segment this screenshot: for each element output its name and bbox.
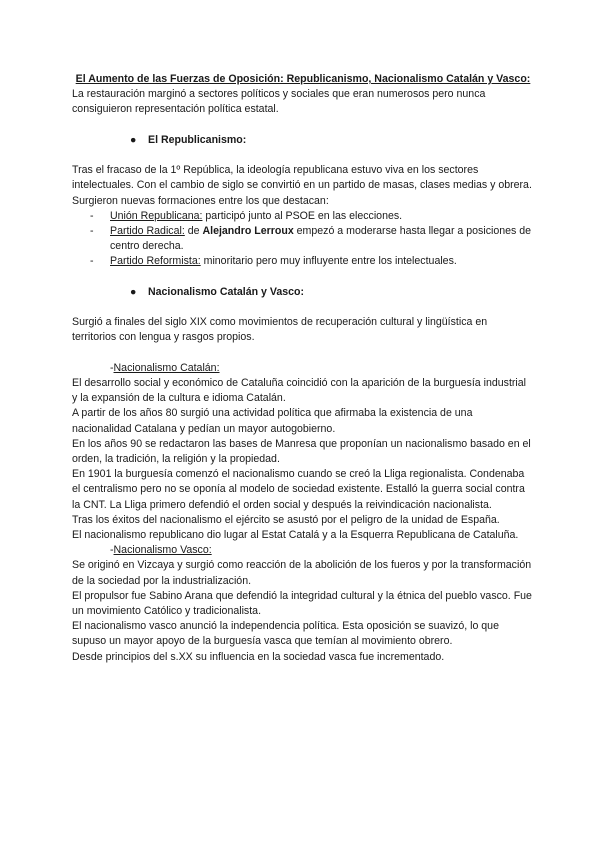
dash-icon: - — [90, 225, 94, 237]
vasco-paragraph: Desde principios del s.XX su influencia en la sociedad vasca fue incrementado. — [72, 650, 445, 663]
catalan-paragraph: En 1901 la burguesía comenzó el nacionalismo cuando se creó la Lliga regionalista. Condenaba el centralismo pero no se oponía al modelo de sociedad existente. Estalló la guerra social contra la CNT. La Lliga primero defendió el orden social y después la reivindicación nacionalista. — [72, 468, 525, 511]
subsection-heading-catalan: -Nacionalismo Catalán: — [110, 361, 220, 374]
catalan-paragraph: El desarrollo social y económico de Cataluña coincidió con la aparición de la burguesía industrial y la expansión de la cultura e idioma Catalán. — [72, 376, 527, 405]
section-heading-republicanismo: ● El Republicanismo: — [130, 133, 534, 148]
list-item: - Partido Reformista: minoritario pero muy influyente entre los intelectuales. — [72, 254, 534, 269]
vasco-paragraph: El propulsor fue Sabino Arana que defendió la integridad cultural y la étnica del pueblo vasco. Fue un movimiento Católico y tradicionalista. — [72, 589, 532, 618]
catalan-paragraph: El nacionalismo republicano dio lugar al Estat Catalá y a la Esquerra Republicana de Cataluña. — [72, 529, 519, 542]
vasco-paragraph: El nacionalismo vasco anunció la independencia política. Esta oposición se suavizó, lo que supuso un mayor apoyo de la burguesía vasca que temían al movimiento obrero. — [72, 620, 499, 648]
section-heading-nacionalismo: ● Nacionalismo Catalán y Vasco: — [130, 285, 534, 300]
intro-paragraph: La restauración marginó a sectores políticos y sociales que eran numerosos pero nunca consiguieron representación política estatal. — [72, 88, 486, 116]
document-title: El Aumento de las Fuerzas de Oposición: Republicanismo, Nacionalismo Catalán y Vasco: — [75, 73, 531, 85]
catalan-paragraph: En los años 90 se redactaron las bases de Manresa que proponían un nacionalismo basado en el orden, la tradición, la religión y la propiedad. — [72, 437, 531, 465]
catalan-paragraph: Tras los éxitos del nacionalismo el ejército se asustó por el peligro de la unidad de España. — [72, 513, 500, 526]
dash-icon: - — [90, 209, 94, 222]
dash-icon: - — [90, 255, 94, 268]
republicanismo-paragraph: Tras el fracaso de la 1º República, la ideología republicana estuvo viva en los sectores intelectuales. Con el cambio de siglo se convirtió en un partido de masas, clases medias y obrera. Surgieron nuevas formaciones entre los que destacan: — [72, 164, 532, 207]
bullet-icon: ● — [130, 133, 137, 146]
bullet-icon: ● — [130, 285, 137, 298]
catalan-paragraph: A partir de los años 80 surgió una actividad política que afirmaba la existencia de una nacionalidad Catalana y pedían un mayor autogobierno. — [72, 407, 473, 435]
nacionalismo-paragraph: Surgió a finales del siglo XIX como movimientos de recuperación cultural y lingüística en territorios con lengua y rasgos propios. — [72, 316, 488, 344]
subsection-heading-vasco: -Nacionalismo Vasco: — [110, 544, 212, 557]
document-page — [72, 72, 534, 665]
list-item: - Unión Republicana: participó junto al PSOE en las elecciones. — [72, 209, 534, 224]
list-item: - Partido Radical: de Alejandro Lerroux empezó a moderarse hasta llegar a posiciones de centro derecha. — [90, 225, 532, 253]
party-list — [72, 209, 534, 270]
vasco-paragraph: Se originó en Vizcaya y surgió como reacción de la abolición de los fueros y por la transformación de la sociedad por la industrialización. — [72, 559, 532, 587]
